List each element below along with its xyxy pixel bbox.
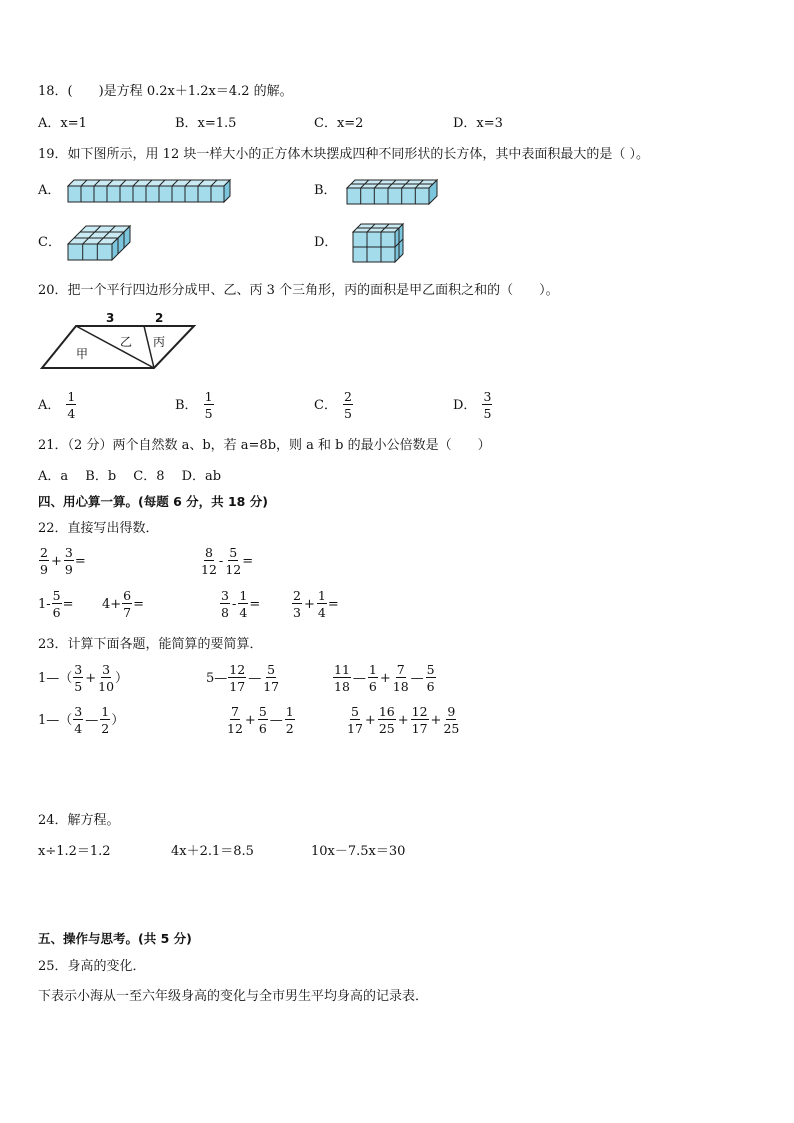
label-triangle-bing: 丙: [153, 335, 166, 349]
q18-option-a: A．x=1: [38, 116, 87, 131]
q19-label-b: B．: [314, 183, 337, 198]
cuboid-d-figure: [351, 222, 405, 264]
q23-expr-1b: 5— $\frac{12}{17}$ — $\frac{5}{17}$: [206, 662, 280, 695]
q23-expr-2a: 1—（ $\frac{3}{4}$ — $\frac{1}{2}$ ）: [38, 704, 125, 737]
label-base-3: 3: [106, 311, 115, 325]
q20-option-b: B． $\frac{1}{5}$: [175, 389, 213, 422]
q22-expr-5: $\frac{3}{8}$ - $\frac{1}{4}$ =: [221, 588, 261, 621]
q21-stem: 21．（2 分）两个自然数 a、b，若 a=8b，则 a 和 b 的最小公倍数是（ ）: [38, 438, 491, 453]
q23-expr-1c: $\frac{11}{18}$ — $\frac{1}{6}$ + $\frac{7}{18}$ — $\frac{5}{6}$: [334, 662, 435, 695]
q22-stem: 22．直接写出得数．: [38, 521, 159, 536]
q22-expr-2: $\frac{8}{12}$ - $\frac{5}{12}$ =: [201, 545, 254, 578]
q24-equation-3: 10x－7.5x＝30: [311, 844, 406, 859]
q18-option-b: B．x=1.5: [175, 116, 237, 131]
q25-stem: 25．身高的变化．: [38, 959, 146, 974]
section-4-title: 四、用心算一算。(每题 6 分，共 18 分): [38, 494, 268, 509]
q24-equation-1: x÷1.2＝1.2: [38, 844, 111, 859]
parallelogram-figure: [38, 310, 200, 374]
q23-stem: 23．计算下面各题，能简算的要简算．: [38, 637, 263, 652]
cuboid-c-figure: [66, 224, 132, 262]
label-triangle-jia: 甲: [76, 347, 89, 361]
q20-option-c: C． $\frac{2}{5}$: [314, 389, 352, 422]
q19-label-d: D．: [314, 235, 338, 250]
q24-equation-2: 4x＋2.1＝8.5: [171, 844, 254, 859]
q20-option-d: D． $\frac{3}{5}$: [453, 389, 492, 422]
q20-stem: 20．把一个平行四边形分成甲、乙、丙 3 个三角形，丙的面积是甲乙面积之和的（ ）。: [38, 283, 559, 298]
q25-description: 下表示小海从一至六年级身高的变化与全市男生平均身高的记录表．: [38, 989, 429, 1004]
q19-label-c: C．: [38, 235, 61, 250]
q21-options: A．a B．b C．8 D．ab: [38, 469, 222, 484]
q19-label-a: A．: [38, 183, 61, 198]
cuboid-a-figure: [66, 178, 232, 204]
q18-stem: 18．( )是方程 0.2x＋1.2x＝4.2 的解。: [38, 84, 293, 99]
q19-stem: 19．如下图所示，用 12 块一样大小的正方体木块摆成四种不同形状的长方体，其中表面积最大的是（ ）。: [38, 147, 649, 162]
cuboid-b-figure: [345, 178, 439, 206]
q24-stem: 24．解方程。: [38, 813, 120, 828]
label-triangle-yi: 乙: [120, 335, 133, 349]
q22-expr-4: 4+ $\frac{6}{7}$ =: [102, 588, 145, 621]
q22-expr-3: 1- $\frac{5}{6}$ =: [38, 588, 74, 621]
q23-expr-1a: 1—（ $\frac{3}{5}$ + $\frac{3}{10}$ ）: [38, 662, 129, 695]
label-base-2: 2: [155, 311, 164, 325]
q22-expr-1: $\frac{2}{9}$ + $\frac{3}{9}$ =: [40, 545, 86, 578]
q22-expr-6: $\frac{2}{3}$ + $\frac{1}{4}$ =: [293, 588, 339, 621]
q18-option-c: C．x=2: [314, 116, 364, 131]
q20-option-a: A． $\frac{1}{4}$: [38, 389, 76, 422]
q23-expr-2b: $\frac{7}{12}$ + $\frac{5}{6}$ — $\frac{1}{2}$: [227, 704, 294, 737]
q18-option-d: D．x=3: [453, 116, 503, 131]
section-5-title: 五、操作与思考。(共 5 分): [38, 931, 192, 946]
q23-expr-2c: $\frac{5}{17}$ + $\frac{16}{25}$ + $\frac{12}{17}$ + $\frac{9}{25}$: [347, 704, 460, 737]
